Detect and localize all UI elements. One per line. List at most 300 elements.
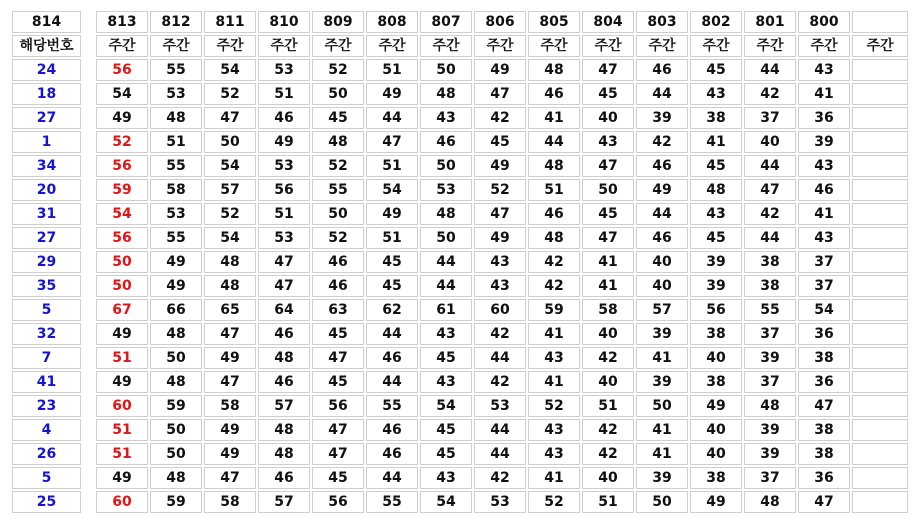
round-header-cell: 807 bbox=[420, 11, 472, 33]
value-cell: 56 bbox=[312, 491, 364, 513]
value-cell: 47 bbox=[582, 227, 634, 249]
value-cell: 54 bbox=[420, 395, 472, 417]
value-cell: 50 bbox=[312, 203, 364, 225]
value-cell: 48 bbox=[420, 203, 472, 225]
value-cell: 47 bbox=[312, 347, 364, 369]
table-row bbox=[96, 275, 908, 297]
value-cell: 51 bbox=[366, 155, 418, 177]
value-cell bbox=[852, 275, 908, 297]
period-label-cell: 주간 bbox=[528, 35, 580, 57]
value-cell: 47 bbox=[204, 323, 256, 345]
table-row bbox=[12, 155, 81, 177]
value-cell: 48 bbox=[258, 347, 310, 369]
value-cell: 46 bbox=[420, 131, 472, 153]
table-row bbox=[96, 467, 908, 489]
value-cell: 46 bbox=[366, 347, 418, 369]
value-cell: 44 bbox=[420, 251, 472, 273]
value-cell: 48 bbox=[312, 131, 364, 153]
round-header-cell: 803 bbox=[636, 11, 688, 33]
value-cell: 44 bbox=[366, 371, 418, 393]
value-cell: 48 bbox=[150, 107, 202, 129]
value-cell: 39 bbox=[690, 275, 742, 297]
value-cell: 43 bbox=[474, 275, 526, 297]
period-label-cell: 주간 bbox=[852, 35, 908, 57]
table-row bbox=[96, 203, 908, 225]
value-cell: 55 bbox=[366, 395, 418, 417]
value-cell: 44 bbox=[744, 227, 796, 249]
value-cell: 51 bbox=[582, 491, 634, 513]
value-cell: 42 bbox=[474, 467, 526, 489]
value-cell: 36 bbox=[798, 107, 850, 129]
value-cell: 48 bbox=[528, 59, 580, 81]
table-row bbox=[96, 155, 908, 177]
value-cell: 47 bbox=[474, 83, 526, 105]
value-cell: 54 bbox=[204, 59, 256, 81]
value-cell: 38 bbox=[744, 275, 796, 297]
value-cell bbox=[852, 107, 908, 129]
value-cell: 45 bbox=[312, 371, 364, 393]
value-cell: 43 bbox=[528, 443, 580, 465]
value-cell: 39 bbox=[744, 347, 796, 369]
value-cell: 53 bbox=[258, 59, 310, 81]
value-cell: 44 bbox=[528, 131, 580, 153]
value-cell: 41 bbox=[582, 251, 634, 273]
table-row bbox=[96, 227, 908, 249]
round-header-cell: 809 bbox=[312, 11, 364, 33]
value-cell: 45 bbox=[690, 59, 742, 81]
value-cell: 49 bbox=[366, 83, 418, 105]
table-row bbox=[12, 371, 81, 393]
period-label-cell: 주간 bbox=[366, 35, 418, 57]
value-cell: 41 bbox=[636, 419, 688, 441]
round-header-cell: 801 bbox=[744, 11, 796, 33]
number-cell: 23 bbox=[12, 395, 81, 417]
value-cell: 48 bbox=[204, 275, 256, 297]
value-cell: 48 bbox=[150, 371, 202, 393]
value-cell: 59 bbox=[528, 299, 580, 321]
value-cell: 55 bbox=[312, 179, 364, 201]
value-cell: 43 bbox=[420, 467, 472, 489]
value-cell: 39 bbox=[636, 371, 688, 393]
value-cell: 46 bbox=[636, 59, 688, 81]
value-cell: 48 bbox=[690, 179, 742, 201]
value-cell: 51 bbox=[258, 83, 310, 105]
table-row bbox=[12, 419, 81, 441]
value-cell: 42 bbox=[474, 323, 526, 345]
round-header-cell: 810 bbox=[258, 11, 310, 33]
value-cell: 38 bbox=[690, 371, 742, 393]
value-cell: 56 bbox=[258, 179, 310, 201]
value-cell bbox=[852, 323, 908, 345]
value-cell: 37 bbox=[744, 323, 796, 345]
table-row bbox=[12, 395, 81, 417]
value-cell: 51 bbox=[96, 347, 148, 369]
value-cell: 46 bbox=[312, 275, 364, 297]
value-cell bbox=[852, 443, 908, 465]
value-cell: 41 bbox=[528, 371, 580, 393]
number-label-row bbox=[12, 35, 81, 57]
value-cell: 38 bbox=[798, 419, 850, 441]
value-cell: 51 bbox=[582, 395, 634, 417]
number-cell: 27 bbox=[12, 227, 81, 249]
period-label-cell: 주간 bbox=[744, 35, 796, 57]
value-cell: 56 bbox=[96, 155, 148, 177]
value-cell: 44 bbox=[744, 59, 796, 81]
value-cell: 48 bbox=[150, 323, 202, 345]
number-cell: 25 bbox=[12, 491, 81, 513]
value-cell bbox=[852, 155, 908, 177]
value-cell: 39 bbox=[744, 419, 796, 441]
value-cell: 54 bbox=[96, 83, 148, 105]
number-cell: 29 bbox=[12, 251, 81, 273]
value-cell: 38 bbox=[744, 251, 796, 273]
value-cell: 49 bbox=[204, 419, 256, 441]
value-cell: 55 bbox=[150, 59, 202, 81]
value-cell: 41 bbox=[636, 347, 688, 369]
value-cell: 40 bbox=[582, 323, 634, 345]
number-header-label: 해당번호 bbox=[12, 35, 81, 57]
value-cell: 45 bbox=[366, 275, 418, 297]
value-cell: 52 bbox=[312, 59, 364, 81]
value-cell: 46 bbox=[366, 443, 418, 465]
value-cell: 50 bbox=[96, 275, 148, 297]
table-row bbox=[12, 227, 81, 249]
value-cell: 52 bbox=[474, 179, 526, 201]
value-cell: 52 bbox=[528, 395, 580, 417]
value-cell: 56 bbox=[96, 227, 148, 249]
round-header-cell: 808 bbox=[366, 11, 418, 33]
value-cell: 42 bbox=[636, 131, 688, 153]
value-cell: 40 bbox=[690, 347, 742, 369]
value-cell: 39 bbox=[636, 323, 688, 345]
value-cell: 44 bbox=[474, 443, 526, 465]
value-cell: 49 bbox=[690, 395, 742, 417]
value-cell: 43 bbox=[798, 59, 850, 81]
value-cell: 45 bbox=[582, 83, 634, 105]
value-cell: 37 bbox=[798, 251, 850, 273]
value-cell: 39 bbox=[798, 131, 850, 153]
value-cell: 66 bbox=[150, 299, 202, 321]
value-cell: 51 bbox=[150, 131, 202, 153]
table-row bbox=[12, 467, 81, 489]
value-cell: 47 bbox=[582, 59, 634, 81]
value-cell: 41 bbox=[528, 107, 580, 129]
number-cell: 35 bbox=[12, 275, 81, 297]
period-label-cell: 주간 bbox=[690, 35, 742, 57]
value-cell: 37 bbox=[798, 275, 850, 297]
value-cell: 45 bbox=[366, 251, 418, 273]
value-cell: 42 bbox=[528, 251, 580, 273]
value-cell: 47 bbox=[258, 275, 310, 297]
value-cell: 50 bbox=[420, 59, 472, 81]
value-cell: 49 bbox=[258, 131, 310, 153]
value-cell: 41 bbox=[798, 203, 850, 225]
value-cell: 51 bbox=[366, 227, 418, 249]
value-cell: 41 bbox=[798, 83, 850, 105]
value-cell: 52 bbox=[204, 203, 256, 225]
value-cell: 60 bbox=[96, 395, 148, 417]
value-cell: 47 bbox=[204, 371, 256, 393]
value-cell: 58 bbox=[582, 299, 634, 321]
number-cell: 5 bbox=[12, 299, 81, 321]
value-cell: 45 bbox=[420, 443, 472, 465]
value-cell: 57 bbox=[258, 395, 310, 417]
weekly-table bbox=[94, 9, 910, 515]
value-cell: 63 bbox=[312, 299, 364, 321]
round-header-cell: 812 bbox=[150, 11, 202, 33]
value-cell: 67 bbox=[96, 299, 148, 321]
value-cell: 36 bbox=[798, 371, 850, 393]
value-cell: 43 bbox=[690, 83, 742, 105]
number-table-body bbox=[12, 11, 81, 513]
value-cell: 43 bbox=[798, 155, 850, 177]
value-cell: 49 bbox=[690, 491, 742, 513]
table-row bbox=[12, 323, 81, 345]
value-cell: 37 bbox=[744, 371, 796, 393]
value-cell: 47 bbox=[798, 491, 850, 513]
value-cell: 49 bbox=[636, 179, 688, 201]
period-label-cell: 주간 bbox=[798, 35, 850, 57]
table-row bbox=[96, 395, 908, 417]
number-cell: 18 bbox=[12, 83, 81, 105]
value-cell bbox=[852, 251, 908, 273]
value-cell: 42 bbox=[582, 419, 634, 441]
value-cell: 51 bbox=[366, 59, 418, 81]
value-cell: 51 bbox=[96, 443, 148, 465]
value-cell: 44 bbox=[366, 467, 418, 489]
value-cell: 43 bbox=[420, 371, 472, 393]
value-cell: 46 bbox=[636, 227, 688, 249]
value-cell: 40 bbox=[636, 251, 688, 273]
number-cell: 24 bbox=[12, 59, 81, 81]
value-cell: 53 bbox=[420, 179, 472, 201]
value-cell: 38 bbox=[798, 443, 850, 465]
table-row bbox=[96, 491, 908, 513]
value-cell: 36 bbox=[798, 467, 850, 489]
value-cell: 38 bbox=[690, 323, 742, 345]
round-header-cell: 806 bbox=[474, 11, 526, 33]
table-row bbox=[12, 179, 81, 201]
value-cell: 59 bbox=[150, 395, 202, 417]
table-row bbox=[96, 419, 908, 441]
number-cell: 41 bbox=[12, 371, 81, 393]
value-cell: 54 bbox=[204, 155, 256, 177]
value-cell: 36 bbox=[798, 323, 850, 345]
value-cell: 39 bbox=[636, 467, 688, 489]
value-cell: 42 bbox=[582, 443, 634, 465]
round-header-cell: 804 bbox=[582, 11, 634, 33]
value-cell: 37 bbox=[744, 467, 796, 489]
value-cell: 57 bbox=[636, 299, 688, 321]
value-cell: 54 bbox=[96, 203, 148, 225]
number-cell: 32 bbox=[12, 323, 81, 345]
value-cell: 49 bbox=[150, 251, 202, 273]
table-row bbox=[12, 443, 81, 465]
value-cell: 44 bbox=[474, 419, 526, 441]
value-cell: 45 bbox=[690, 155, 742, 177]
value-cell: 47 bbox=[474, 203, 526, 225]
value-cell: 42 bbox=[528, 275, 580, 297]
value-cell: 55 bbox=[366, 491, 418, 513]
table-row bbox=[96, 323, 908, 345]
value-cell: 40 bbox=[582, 107, 634, 129]
value-cell: 38 bbox=[798, 347, 850, 369]
value-cell bbox=[852, 419, 908, 441]
value-cell: 41 bbox=[636, 443, 688, 465]
table-row bbox=[96, 443, 908, 465]
value-cell bbox=[852, 299, 908, 321]
value-cell bbox=[852, 203, 908, 225]
table-row bbox=[96, 179, 908, 201]
value-cell: 61 bbox=[420, 299, 472, 321]
period-label-cell: 주간 bbox=[150, 35, 202, 57]
value-cell bbox=[852, 467, 908, 489]
table-row bbox=[12, 83, 81, 105]
value-cell: 45 bbox=[690, 227, 742, 249]
value-cell: 47 bbox=[258, 251, 310, 273]
value-cell: 42 bbox=[582, 347, 634, 369]
value-cell: 47 bbox=[204, 107, 256, 129]
value-cell: 53 bbox=[150, 203, 202, 225]
value-cell: 48 bbox=[204, 251, 256, 273]
number-table bbox=[10, 9, 83, 515]
value-cell: 52 bbox=[528, 491, 580, 513]
value-cell: 50 bbox=[312, 83, 364, 105]
value-cell bbox=[852, 83, 908, 105]
period-label-row bbox=[96, 35, 908, 57]
period-label-cell: 주간 bbox=[312, 35, 364, 57]
value-cell: 49 bbox=[96, 323, 148, 345]
value-cell: 39 bbox=[744, 443, 796, 465]
value-cell: 50 bbox=[150, 347, 202, 369]
value-cell: 50 bbox=[420, 155, 472, 177]
table-row bbox=[96, 131, 908, 153]
number-cell: 26 bbox=[12, 443, 81, 465]
number-header-round: 814 bbox=[12, 11, 81, 33]
value-cell: 43 bbox=[474, 251, 526, 273]
table-row bbox=[12, 299, 81, 321]
value-cell bbox=[852, 395, 908, 417]
value-cell: 49 bbox=[204, 443, 256, 465]
number-cell: 20 bbox=[12, 179, 81, 201]
value-cell: 46 bbox=[798, 179, 850, 201]
value-cell: 44 bbox=[366, 107, 418, 129]
value-cell: 52 bbox=[312, 227, 364, 249]
value-cell: 62 bbox=[366, 299, 418, 321]
number-cell: 4 bbox=[12, 419, 81, 441]
value-cell: 46 bbox=[528, 83, 580, 105]
value-cell: 54 bbox=[798, 299, 850, 321]
value-cell: 55 bbox=[150, 227, 202, 249]
round-header-cell: 805 bbox=[528, 11, 580, 33]
value-cell: 48 bbox=[420, 83, 472, 105]
value-cell: 56 bbox=[312, 395, 364, 417]
table-row bbox=[96, 107, 908, 129]
value-cell: 52 bbox=[204, 83, 256, 105]
table-row bbox=[96, 347, 908, 369]
value-cell: 45 bbox=[582, 203, 634, 225]
value-cell: 46 bbox=[258, 107, 310, 129]
period-label-cell: 주간 bbox=[204, 35, 256, 57]
number-cell: 34 bbox=[12, 155, 81, 177]
value-cell: 56 bbox=[690, 299, 742, 321]
value-cell: 45 bbox=[312, 467, 364, 489]
value-cell: 49 bbox=[366, 203, 418, 225]
table-row bbox=[12, 203, 81, 225]
value-cell: 50 bbox=[204, 131, 256, 153]
value-cell: 58 bbox=[204, 395, 256, 417]
value-cell: 52 bbox=[96, 131, 148, 153]
value-cell bbox=[852, 227, 908, 249]
period-label-cell: 주간 bbox=[474, 35, 526, 57]
value-cell: 58 bbox=[204, 491, 256, 513]
value-cell: 46 bbox=[258, 371, 310, 393]
value-cell: 49 bbox=[474, 227, 526, 249]
value-cell: 38 bbox=[690, 107, 742, 129]
table-row bbox=[96, 371, 908, 393]
value-cell: 57 bbox=[204, 179, 256, 201]
value-cell: 39 bbox=[636, 107, 688, 129]
value-cell: 47 bbox=[366, 131, 418, 153]
value-cell: 45 bbox=[474, 131, 526, 153]
value-cell: 42 bbox=[474, 371, 526, 393]
value-cell: 54 bbox=[420, 491, 472, 513]
value-cell: 47 bbox=[798, 395, 850, 417]
value-cell: 65 bbox=[204, 299, 256, 321]
value-cell: 44 bbox=[744, 155, 796, 177]
period-label-cell: 주간 bbox=[420, 35, 472, 57]
value-cell: 59 bbox=[150, 491, 202, 513]
value-cell: 53 bbox=[258, 227, 310, 249]
value-cell: 51 bbox=[96, 419, 148, 441]
value-cell: 43 bbox=[582, 131, 634, 153]
table-row bbox=[12, 251, 81, 273]
value-cell: 43 bbox=[420, 107, 472, 129]
table-row bbox=[12, 275, 81, 297]
value-cell: 43 bbox=[690, 203, 742, 225]
round-header-row bbox=[96, 11, 908, 33]
value-cell: 50 bbox=[150, 443, 202, 465]
value-cell: 38 bbox=[690, 467, 742, 489]
value-cell: 48 bbox=[744, 491, 796, 513]
value-cell: 47 bbox=[204, 467, 256, 489]
value-cell: 43 bbox=[528, 347, 580, 369]
weekly-table-body bbox=[96, 11, 908, 513]
table-row bbox=[12, 491, 81, 513]
value-cell bbox=[852, 131, 908, 153]
value-cell: 53 bbox=[150, 83, 202, 105]
value-cell: 46 bbox=[312, 251, 364, 273]
value-cell: 57 bbox=[258, 491, 310, 513]
value-cell: 43 bbox=[420, 323, 472, 345]
value-cell: 50 bbox=[636, 395, 688, 417]
value-cell: 50 bbox=[420, 227, 472, 249]
value-cell: 40 bbox=[690, 419, 742, 441]
value-cell: 48 bbox=[258, 419, 310, 441]
table-row bbox=[12, 59, 81, 81]
value-cell: 40 bbox=[690, 443, 742, 465]
value-cell: 40 bbox=[582, 467, 634, 489]
value-cell bbox=[852, 59, 908, 81]
value-cell: 45 bbox=[312, 323, 364, 345]
value-cell: 60 bbox=[96, 491, 148, 513]
value-cell bbox=[852, 491, 908, 513]
value-cell: 41 bbox=[528, 467, 580, 489]
table-row bbox=[12, 347, 81, 369]
value-cell: 49 bbox=[96, 467, 148, 489]
value-cell bbox=[852, 371, 908, 393]
value-cell: 48 bbox=[744, 395, 796, 417]
